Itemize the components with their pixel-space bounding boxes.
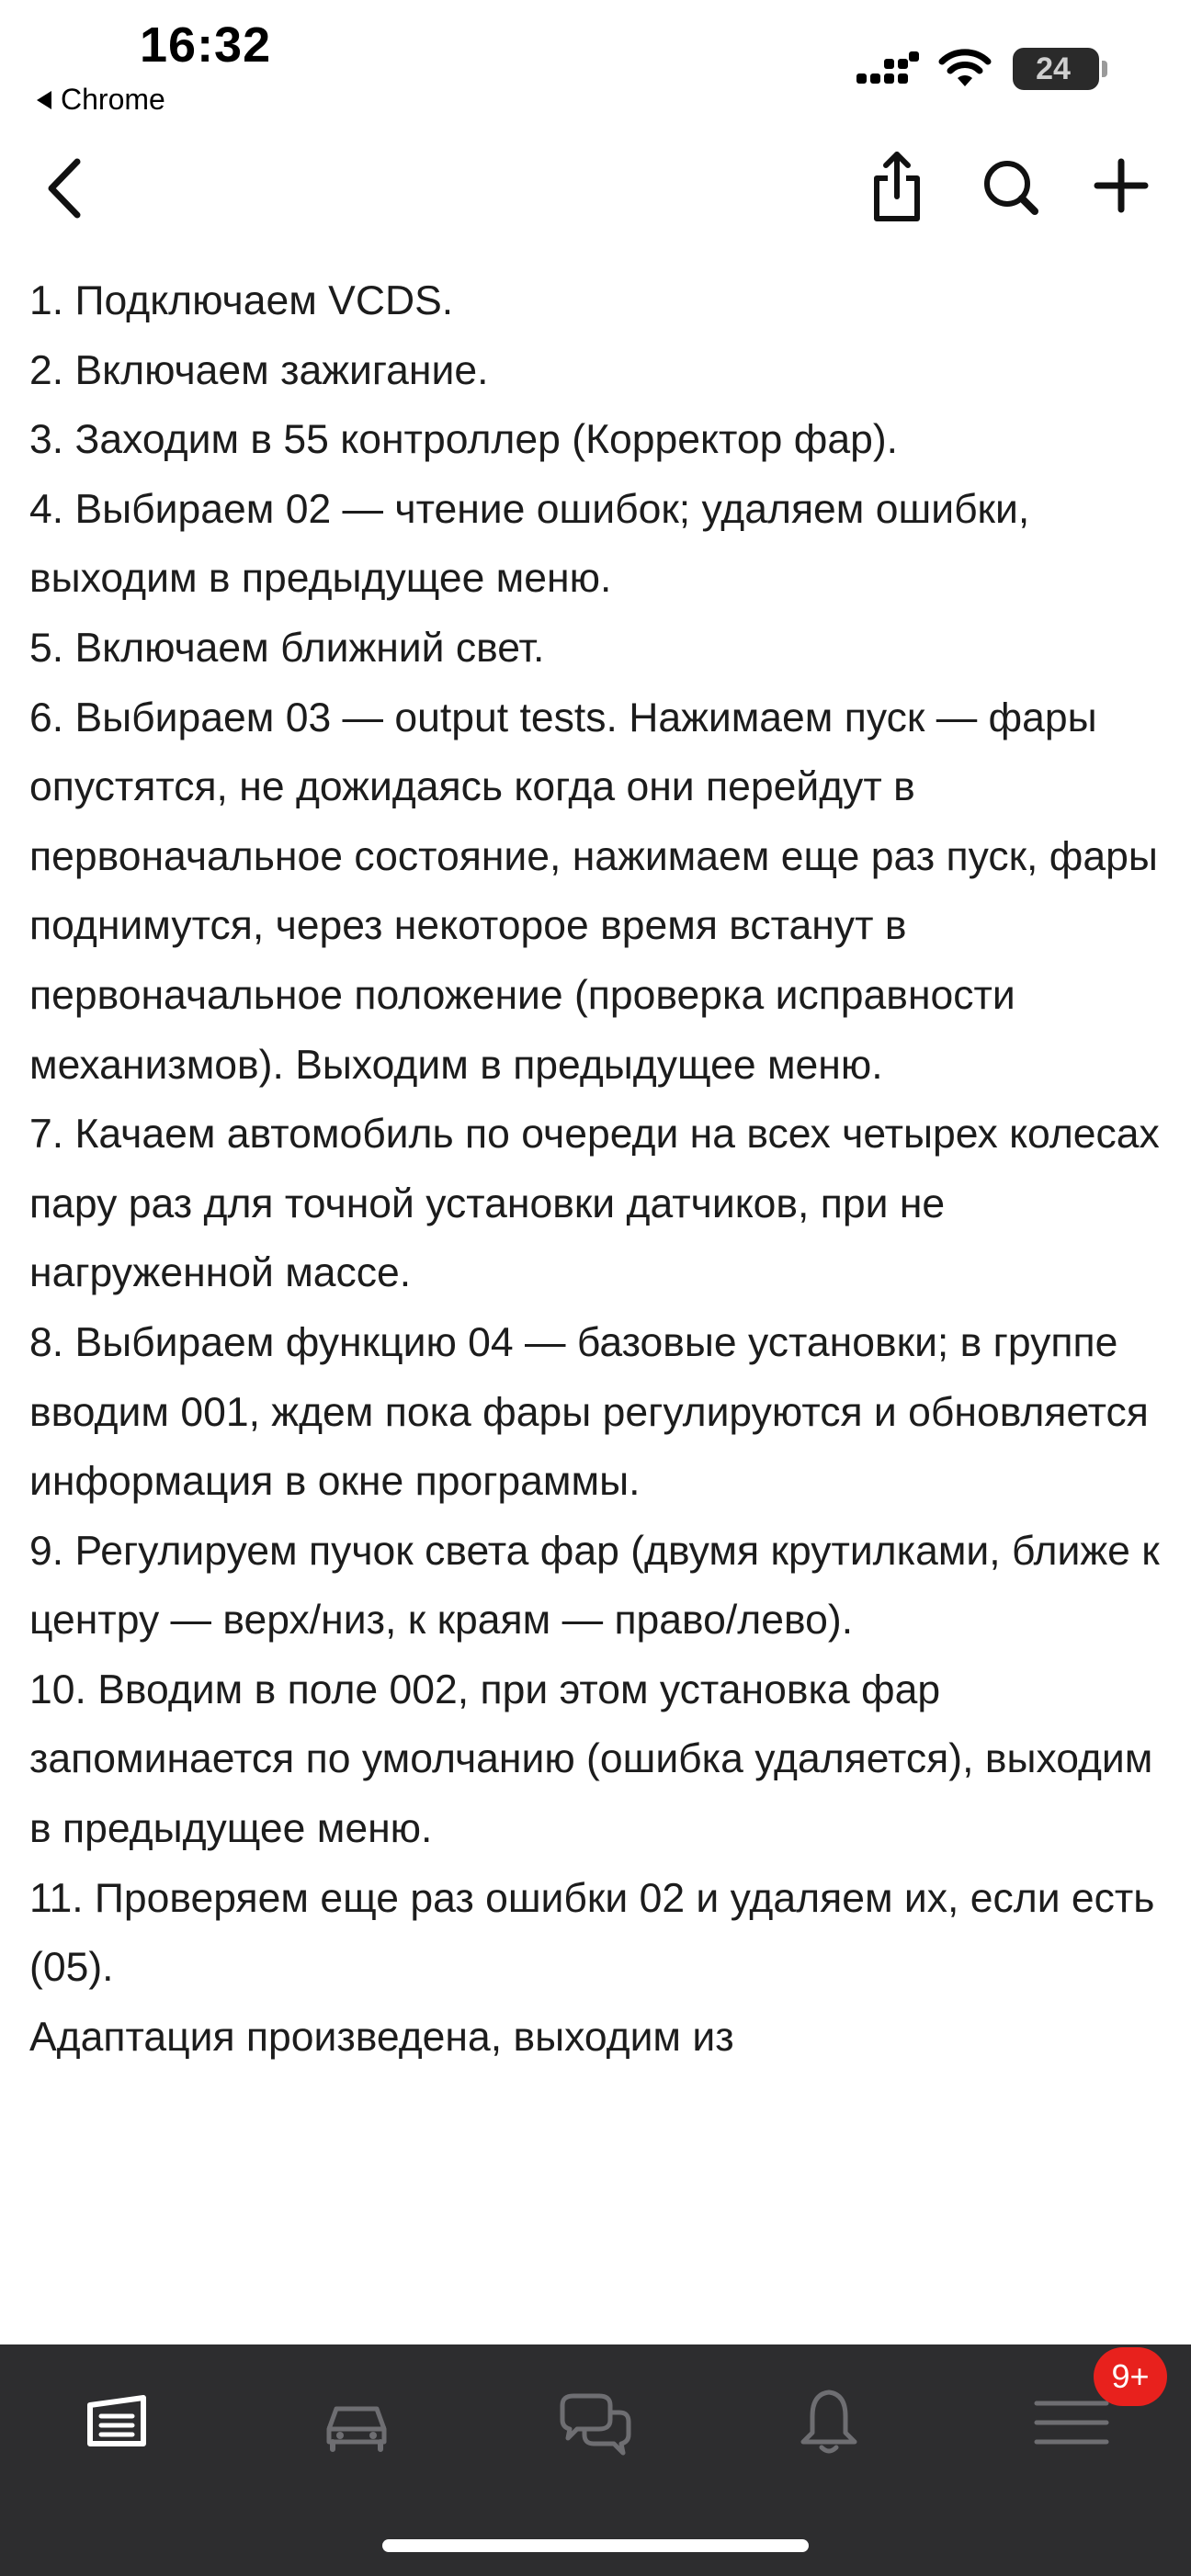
article-paragraph: 3. Заходим в 55 контроллер (Корректор фар). [29,417,898,463]
bell-icon[interactable] [783,2381,875,2464]
notification-badge: 9+ [1094,2347,1167,2406]
search-icon[interactable] [980,156,1046,222]
battery-nub [1102,61,1107,77]
article-paragraph: 10. Вводим в поле 002, при этом установка фар запоминается по умолчанию (ошибка удаляется), выходим в предыдущее меню. [29,1666,1153,1852]
wifi-icon [937,48,992,88]
back-triangle-icon [37,91,51,109]
battery-percent: 24 [1036,51,1071,86]
cellular-signal-icon [856,51,919,88]
logbook-icon[interactable] [74,2381,165,2464]
share-icon[interactable] [869,151,924,224]
status-bar [0,0,1191,129]
article-paragraph: 8. Выбираем функцию 04 — базовые установки; в группе вводим 001, ждем пока фары регулируются и обновляется информация в окне программы. [29,1319,1149,1505]
car-icon[interactable] [311,2381,403,2464]
back-app-label: Chrome [61,83,165,116]
article-paragraph: 4. Выбираем 02 — чтение ошибок; удаляем ошибки, выходим в предыдущее меню. [29,486,1030,602]
article-body [29,266,1162,2072]
article-paragraph: 7. Качаем автомобиль по очереди на всех четырех колесах пару раз для точной установки датчиков, при не нагруженной массе. [29,1112,1160,1296]
chat-icon[interactable] [550,2381,641,2464]
article-paragraph: 6. Выбираем 03 — output tests. Нажимаем пуск — фары опустятся, не дожидаясь когда они перейдут в первоначальное состояние, нажимаем еще раз пуск, фары поднимутся, через некоторое время встанут в первоначальное положение (проверка исправности механизмов). Выходим в предыдущее меню. [29,695,1158,1088]
nav-bar [0,138,1191,248]
home-indicator[interactable] [382,2539,809,2552]
article-paragraph: 9. Регулируем пучок света фар (двумя крутилками, ближе к центру — верх/низ, к краям — право/лево). [29,1528,1160,1644]
article-paragraph: 11. Проверяем еще раз ошибки 02 и удаляем их, если есть (05). [29,1875,1155,1991]
article-paragraph: 2. Включаем зажигание. [29,347,489,393]
chevron-left-icon[interactable] [40,156,86,220]
article-paragraph: 5. Включаем ближний свет. [29,625,545,671]
article-paragraph: Адаптация произведена, выходим из [29,2014,734,2060]
status-time: 16:32 [140,17,272,73]
plus-icon[interactable] [1094,158,1149,213]
battery-icon [1013,48,1099,90]
article-paragraph: 1. Подключаем VCDS. [29,278,454,323]
back-to-app-link[interactable] [37,83,165,117]
